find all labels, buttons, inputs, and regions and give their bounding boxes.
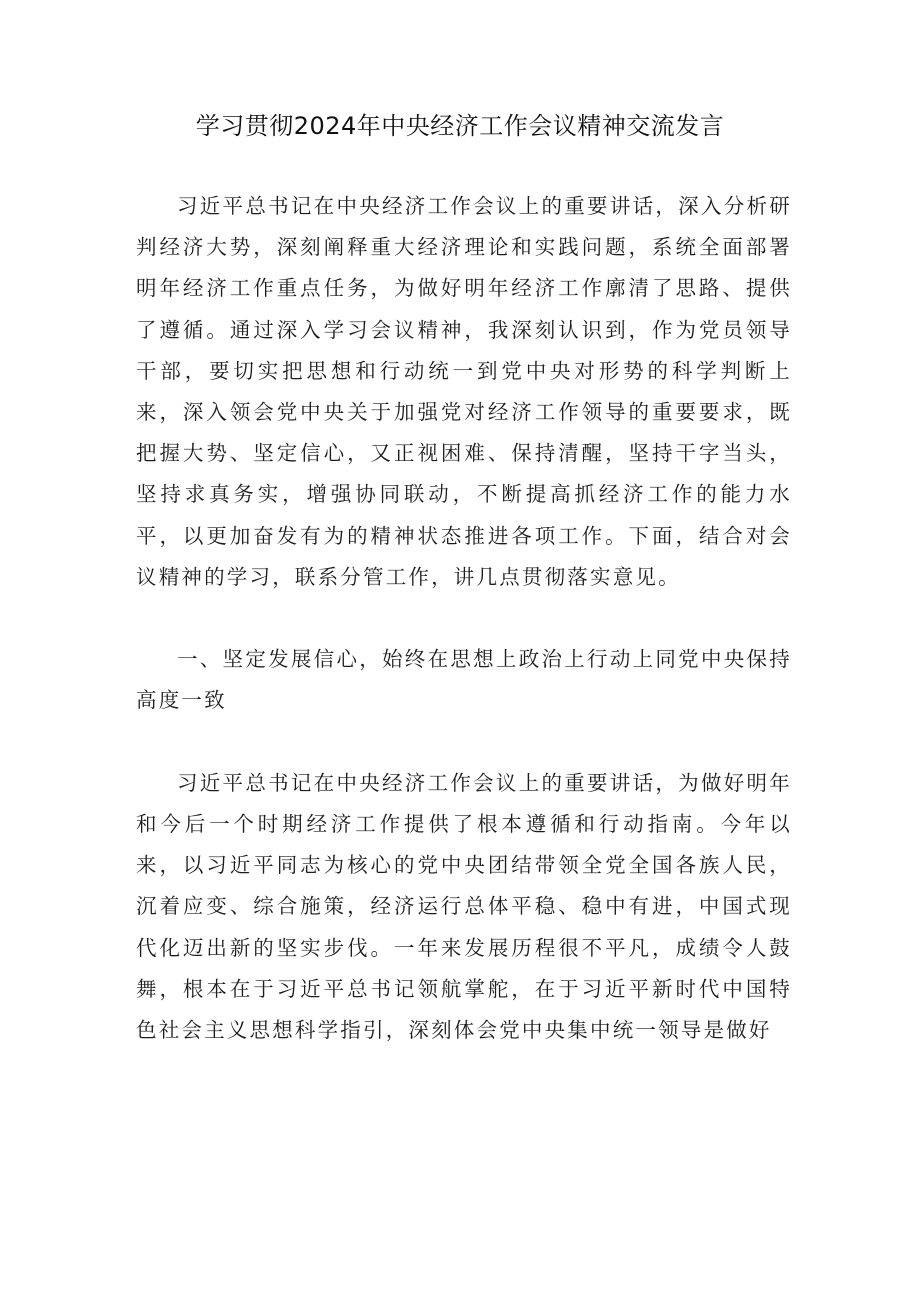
section-1-paragraph: 习近平总书记在中央经济工作会议上的重要讲话，为做好明年和今后一个时期经济工作提供了根本遵循和行动指南。今年以来，以习近平同志为核心的党中央团结带领全党全国各族人民，沉着应变、综合施策，经济运行总体平稳、稳中有进，中国式现代化迈出新的坚实步伐。一年来发展历程很不平凡，成绩令人鼓舞，根本在于习近平总书记领航掌舵，在于习近平新时代中国特色社会主义思想科学指引，深刻体会党中央集中统一领导是做好 <box>136 770 792 1043</box>
document-title: 学习贯彻2024年中央经济工作会议精神交流发言 <box>195 112 725 140</box>
section-heading-1: 一、坚定发展信心，始终在思想上政治上行动上同党中央保持高度一致 <box>136 647 792 713</box>
intro-paragraph: 习近平总书记在中央经济工作会议上的重要讲话，深入分析研判经济大势，深刻阐释重大经济理论和实践问题，系统全面部署明年经济工作重点任务，为做好明年经济工作廓清了思路、提供了遵循。通过深入学习会议精神，我深刻认识到，作为党员领导干部，要切实把思想和行动统一到党中央对形势的科学判断上来，深入领会党中央关于加强党对经济工作领导的重要要求，既把握大势、坚定信心，又正视困难、保持清醒，坚持干字当头，坚持求真务实，增强协同联动，不断提高抓经济工作的能力水平，以更加奋发有为的精神状态推进各项工作。下面，结合对会议精神的学习，联系分管工作，讲几点贯彻落实意见。 <box>136 194 792 589</box>
document-body <box>136 186 792 1051</box>
